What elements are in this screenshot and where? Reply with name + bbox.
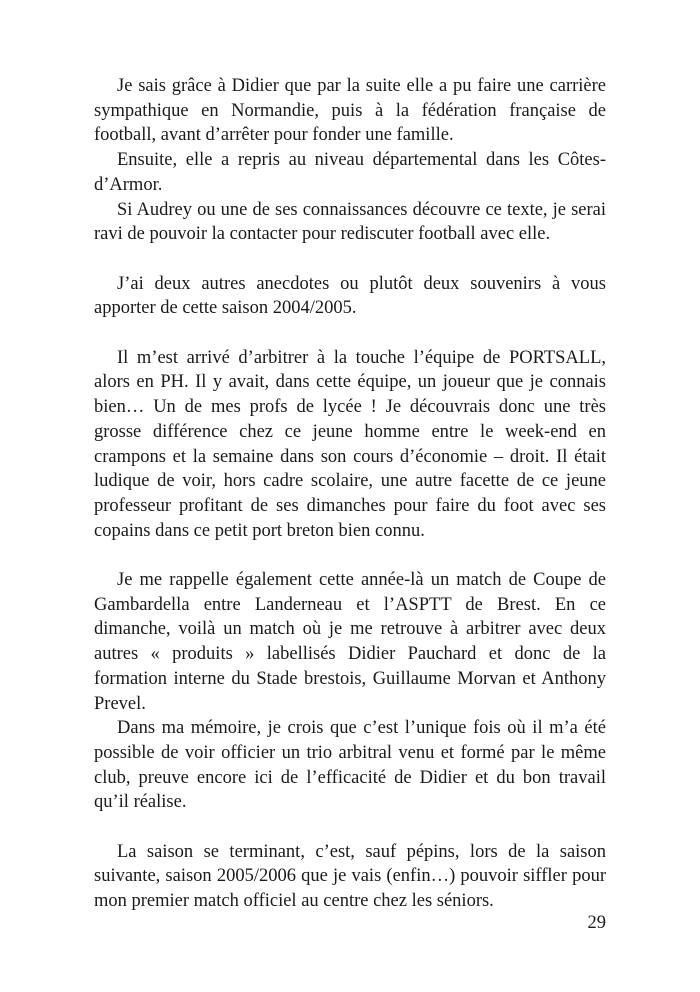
- paragraph-trio-arbitral: Dans ma mémoire, je crois que c’est l’unique fois où il m’a été possible de voir officier un trio arbitral venu et formé par le même club, preuve encore ici de l’efficacité de Didier et du bon travail qu’il réalise.: [94, 718, 606, 813]
- page-number: 29: [587, 913, 606, 933]
- paragraph-gambardella: Je me rappelle également cette année-là un match de Coupe de Gambardella entre Landerneau et l’ASPTT de Brest. En ce dimanche, voilà un match où je me retrouve à arbitrer avec deux autres « produits » labellisés Didier Pauchard et donc de la formation interne du Stade brestois, Guillaume Morvan et Anthony Prevel.: [94, 570, 606, 714]
- paragraph-audrey-contact: Si Audrey ou une de ses connaissances découvre ce texte, je serai ravi de pouvoir la contacter pour rediscuter football avec elle.: [94, 199, 606, 245]
- paragraph-season-end: La saison se terminant, c’est, sauf pépins, lors de la saison suivante, saison 2005/2006 que je vais (enfin…) pouvoir siffler pour mon premier match officiel au centre chez les séniors.: [94, 841, 606, 912]
- paragraph-cotes-armor: Ensuite, elle a repris au niveau départemental dans les Côtes-d’Armor.: [94, 150, 606, 195]
- page-body: [94, 74, 606, 914]
- paragraph-two-anecdotes: J’ai deux autres anecdotes ou plutôt deux souvenirs à vous apporter de cette saison 2004/2005.: [94, 273, 606, 319]
- paragraph-career: Je sais grâce à Didier que par la suite elle a pu faire une carrière sympathique en Normandie, puis à la fédération française de football, avant d’arrêter pour fonder une famille.: [94, 76, 606, 146]
- paragraph-portsall: Il m’est arrivé d’arbitrer à la touche l’équipe de PORTSALL, alors en PH. Il y avait, dans cette équipe, un joueur que je connais bien… Un de mes profs de lycée ! Je découvrais donc une très grosse différence chez ce jeune homme entre le week-end en crampons et la semaine dans son cours d’économie – droit. Il était ludique de voir, hors cadre scolaire, une autre facette de ce jeune professeur profitant de ses dimanches pour faire du foot avec ses copains dans ce petit port breton bien connu.: [94, 347, 606, 541]
